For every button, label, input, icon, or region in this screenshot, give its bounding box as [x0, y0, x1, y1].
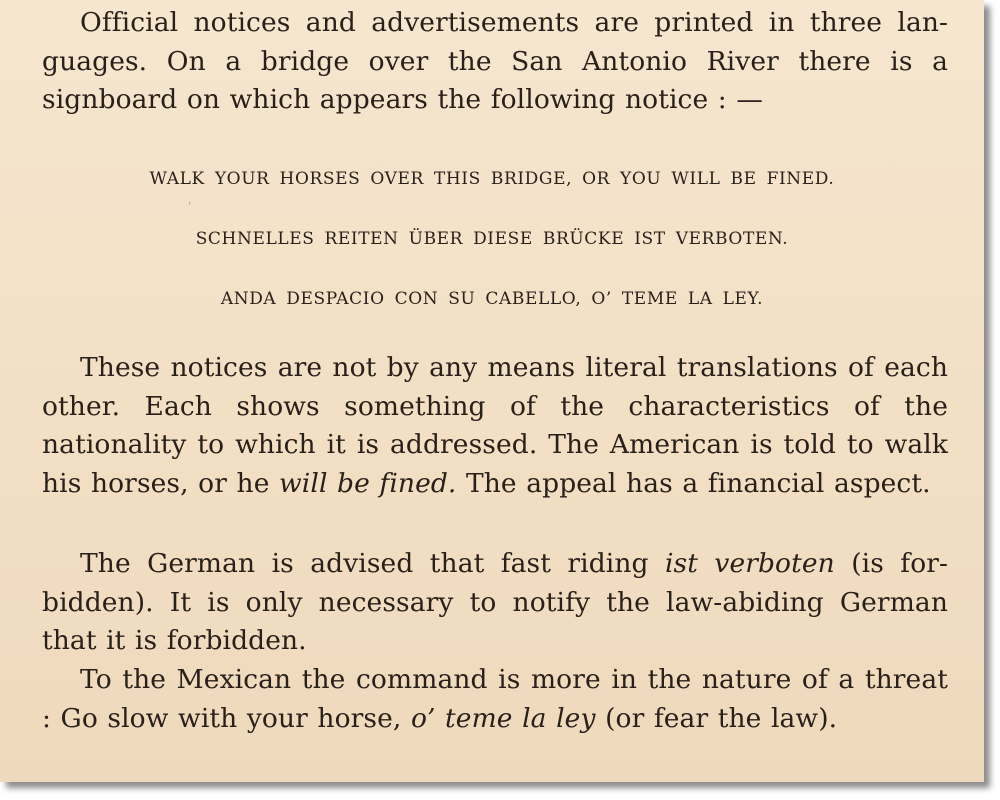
notice-german: SCHNELLES REITEN ÜBER DIESE BRÜCKE IST VERBOTEN.	[195, 229, 789, 249]
intro-paragraph	[42, 4, 948, 120]
translation-emphasis: will be fined.	[279, 467, 457, 499]
translation-paragraph	[42, 349, 948, 503]
intro-text: Official notices and advertisements are printed in three languages. On a bridge over the San Antonio River there is a signboard on which appears the following notice : —	[42, 7, 948, 115]
mexican-emphasis: o’ teme la ley	[410, 702, 596, 734]
german-text-start: The German is advised that fast riding	[80, 548, 665, 579]
notice-english: WALK YOUR HORSES OVER THIS BRIDGE, OR YOU WILL BE FINED.	[149, 169, 835, 189]
translation-text-end: The appeal has a financial aspect.	[456, 467, 931, 499]
ink-mark: ˈ	[188, 200, 192, 214]
mexican-text-start: To the Mexican the command is more in the nature of a threat : Go slow with your horse,	[42, 664, 948, 734]
notice-spanish: ANDA DESPACIO CON SU CABELLO, O’ TEME LA LEY.	[220, 289, 764, 309]
german-emphasis: ist verboten	[664, 548, 835, 579]
mexican-paragraph	[42, 661, 948, 738]
german-text-end: (is forbidden). It is only necessary to notify the law-abiding German that it is forbidden.	[42, 548, 948, 656]
german-paragraph	[42, 545, 948, 661]
translation-text-start: These notices are not by any means literal translations of each other. Each shows something of the characteristics of the nationality to which it is addressed. The American is told to walk his horses, or he	[42, 352, 948, 499]
mexican-text-end: (or fear the law).	[595, 702, 838, 734]
